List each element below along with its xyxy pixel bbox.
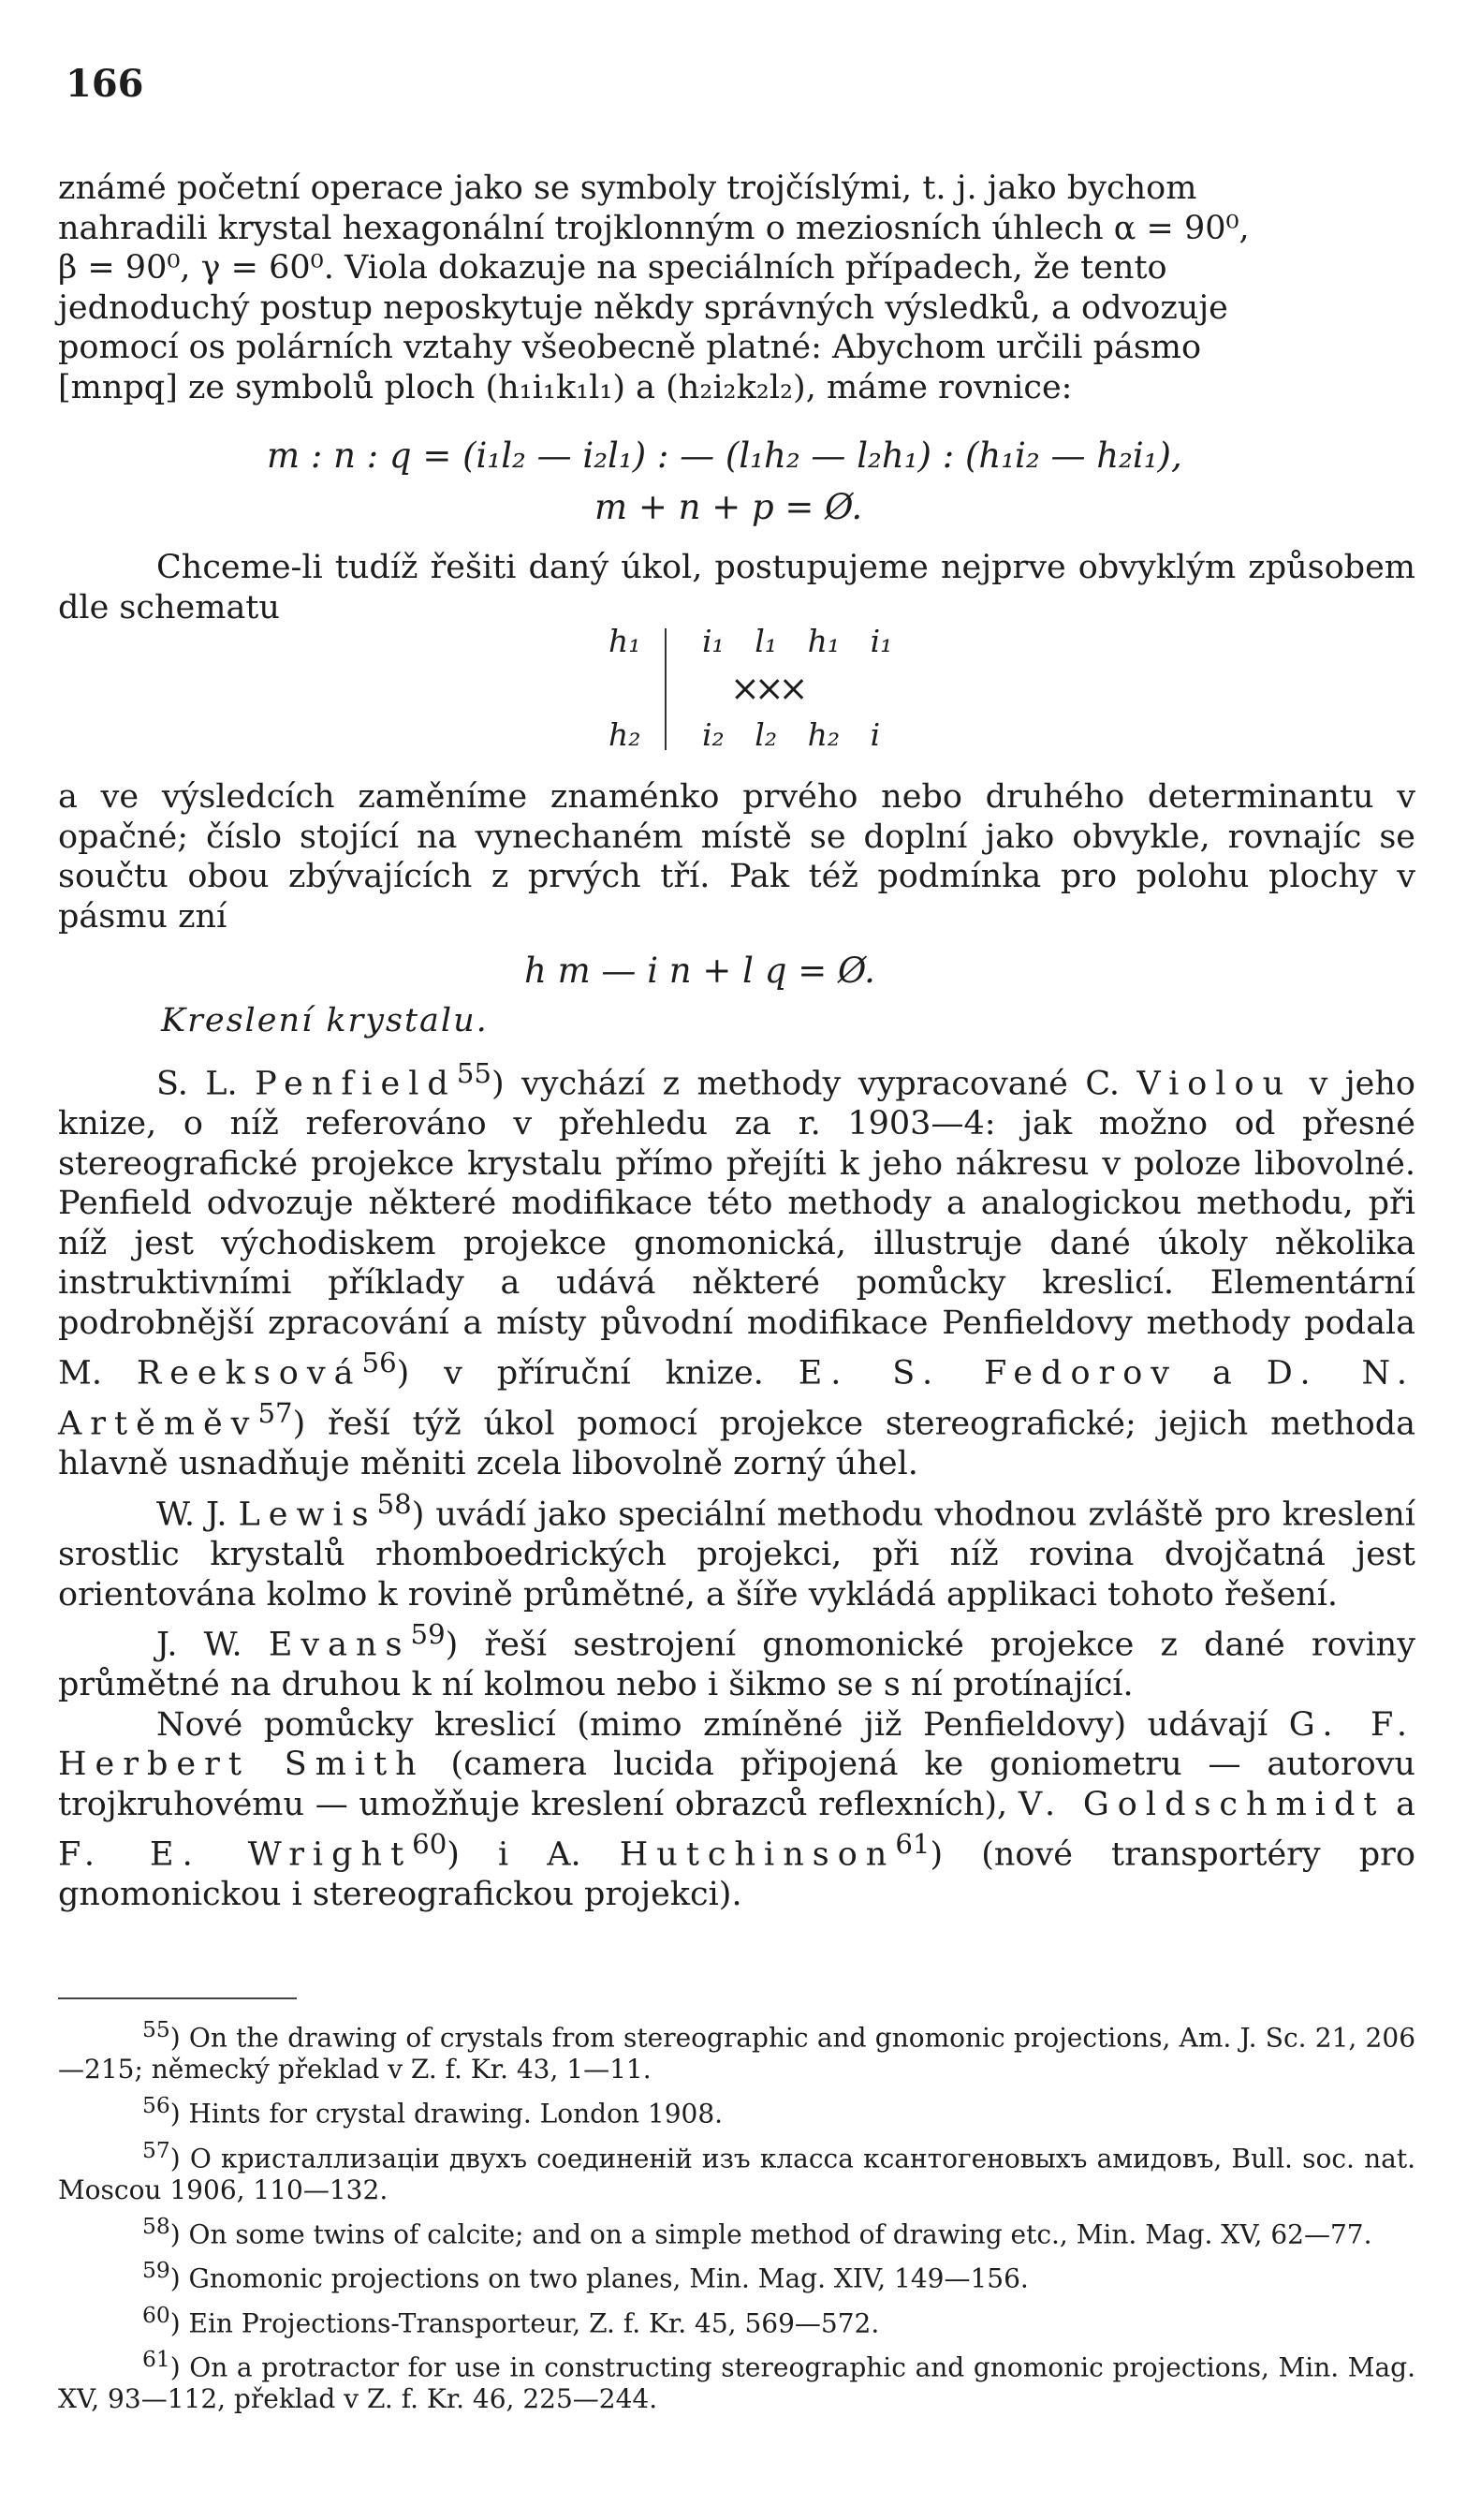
equation-zone-condition: h m — i n + l q = Ø.: [524, 951, 875, 991]
paragraph-schema-intro: Chceme-li tudíž řešiti daný úkol, postupujeme nejprve obvyklým způsobem dle schematu: [58, 549, 1415, 626]
schema-cell: i₂: [701, 716, 725, 753]
intro-paragraph: [58, 169, 1415, 407]
schema-cell: l₁: [755, 623, 778, 659]
schema-cell: i₁: [701, 623, 725, 659]
footnote-rule: [58, 1997, 297, 1999]
intro-line: β = 90⁰, γ = 60⁰. Viola dokazuje na speciálních případech, že tento: [58, 249, 1167, 287]
intro-line: pomocí os polárních vztahy všeobecně platné: Abychom určili pásmo: [58, 329, 1202, 366]
intro-line: známé početní operace jako se symboly trojčíslými, t. j. jako bychom: [58, 169, 1197, 207]
paragraph-drawing-aids: Nové pomůcky kreslicí (mimo zmíněné již Penfieldovy) udávají G. F. Herbert Smith (camera lucida připojená ke goniometru — autorovu trojkruhovému — umožňuje kreslení obrazců reflexních), V. Goldschmidt a F. E. Wright$^{60}$) i A. Hutchinson$^{61}$) (nové transportéry pro gnomonickou i stereografickou projekci).: [58, 1705, 1415, 1914]
footnote: $^{56}$) Hints for crystal drawing. London 1908.: [142, 2092, 724, 2129]
intro-line: nahradili krystal hexagonální trojklonným o meziosních úhlech α = 90⁰,: [58, 209, 1250, 247]
schema-cell: i: [870, 716, 881, 753]
footnote: $^{60}$) Ein Projections-Transporteur, Z. f. Kr. 45, 569—572.: [142, 2301, 880, 2338]
equation-ratio: m : n : q = (i₁l₂ — i₂l₁) : — (l₁h₂ — l₂h₁) : (h₁i₂ — h₂i₁),: [267, 435, 1182, 476]
determinant-schema: [608, 623, 908, 763]
footnotes: [58, 2013, 1415, 2419]
schema-cell: h₁: [807, 623, 841, 659]
equation-sum: m + n + p = Ø.: [594, 487, 863, 527]
schema-cell: h₂: [608, 716, 641, 753]
schema-cell: i₁: [870, 623, 893, 659]
footnote: $^{59}$) Gnomonic projections on two planes, Min. Mag. XIV, 149—156.: [142, 2257, 1029, 2294]
schema-cell: l₂: [755, 716, 778, 753]
main-text: [58, 1054, 1415, 1915]
schema-cell: h₂: [807, 716, 841, 753]
cross-multiplication-marks: ×××: [730, 668, 803, 709]
section-heading: Kreslení krystalu.: [161, 1002, 489, 1039]
footnote: $^{61}$) On a protractor for use in constructing stereographic and gnomonic projections, Min. Mag. XV, 93—112, překlad v Z. f. Kr. 46, 225—244.: [58, 2345, 1415, 2415]
footnote: $^{57}$) О кристаллизаціи двухъ соединеній изъ класса ксантогеновыхъ амидовъ, Bull. soc. nat. Moscou 1906, 110—132.: [58, 2136, 1415, 2205]
footnote: $^{58}$) On some twins of calcite; and on a simple method of drawing etc., Min. Mag. XV, 62—77.: [142, 2212, 1372, 2250]
paragraph-evans: J. W. Evans$^{59}$) řeší sestrojení gnomonické projekce z dané roviny průmětné na druhou k ní kolmou nebo i šikmo se s ní protínající.: [58, 1618, 1415, 1704]
paragraph-penfield: S. L. Penfield$^{55}$) vychází z methody vypracované C. Violou v jeho knize, o níž referováno v přehledu za r. 1903—4: jak možno od přesné stereografické projekce krystalu přímo přejíti k jeho nákresu v poloze libovolné. Penfield odvozuje některé modifikace této methody a analogickou methodu, při níž jest východiskem projekce gnomonická, illustruje dané úkoly několika instruktivními příklady a udává některé pomůcky kreslicí. Elementární podrobnější zpracování a místy původní modifikace Penfieldovy methody podala M. Reeksová$^{56}$) v příruční knize. E. S. Fedorov a D. N. Artěměv$^{57}$) řeší týž úkol pomocí projekce stereografické; jejich methoda hlavně usnadňuje měniti zcela libovolně zorný úhel.: [58, 1057, 1416, 1483]
paragraph-lewis: W. J. Lewis$^{58}$) uvádí jako speciální methodu vhodnou zvláště pro kreslení srostlic krystalů rhomboedrických projekci, při níž rovina dvojčatná jest orientována kolmo k rovině průmětné, a šíře vykládá applikaci tohoto řešení.: [58, 1487, 1416, 1614]
page-number: 166: [66, 62, 144, 106]
footnote: $^{55}$) On the drawing of crystals from stereographic and gnomonic projections, Am. J. Sc. 21, 206—215; německý překlad v Z. f. Kr. 43, 1—11.: [58, 2016, 1416, 2085]
paragraph-sign-change: a ve výsledcích zaměníme znaménko prvého nebo druhého determinantu v opačné; číslo stojící na vynechaném místě se doplní jako obvykle, rovnajíc se součtu obou zbývajících z prvých tří. Pak též podmínka pro polohu plochy v pásmu zní: [58, 778, 1415, 936]
intro-line: jednoduchý postup neposkytuje někdy správných výsledků, a odvozuje: [58, 288, 1228, 327]
intro-line: [mnpq] ze symbolů ploch (h₁i₁k₁l₁) a (h₂i₂k₂l₂), máme rovnice:: [58, 368, 1073, 406]
schema-cell: h₁: [608, 623, 641, 659]
